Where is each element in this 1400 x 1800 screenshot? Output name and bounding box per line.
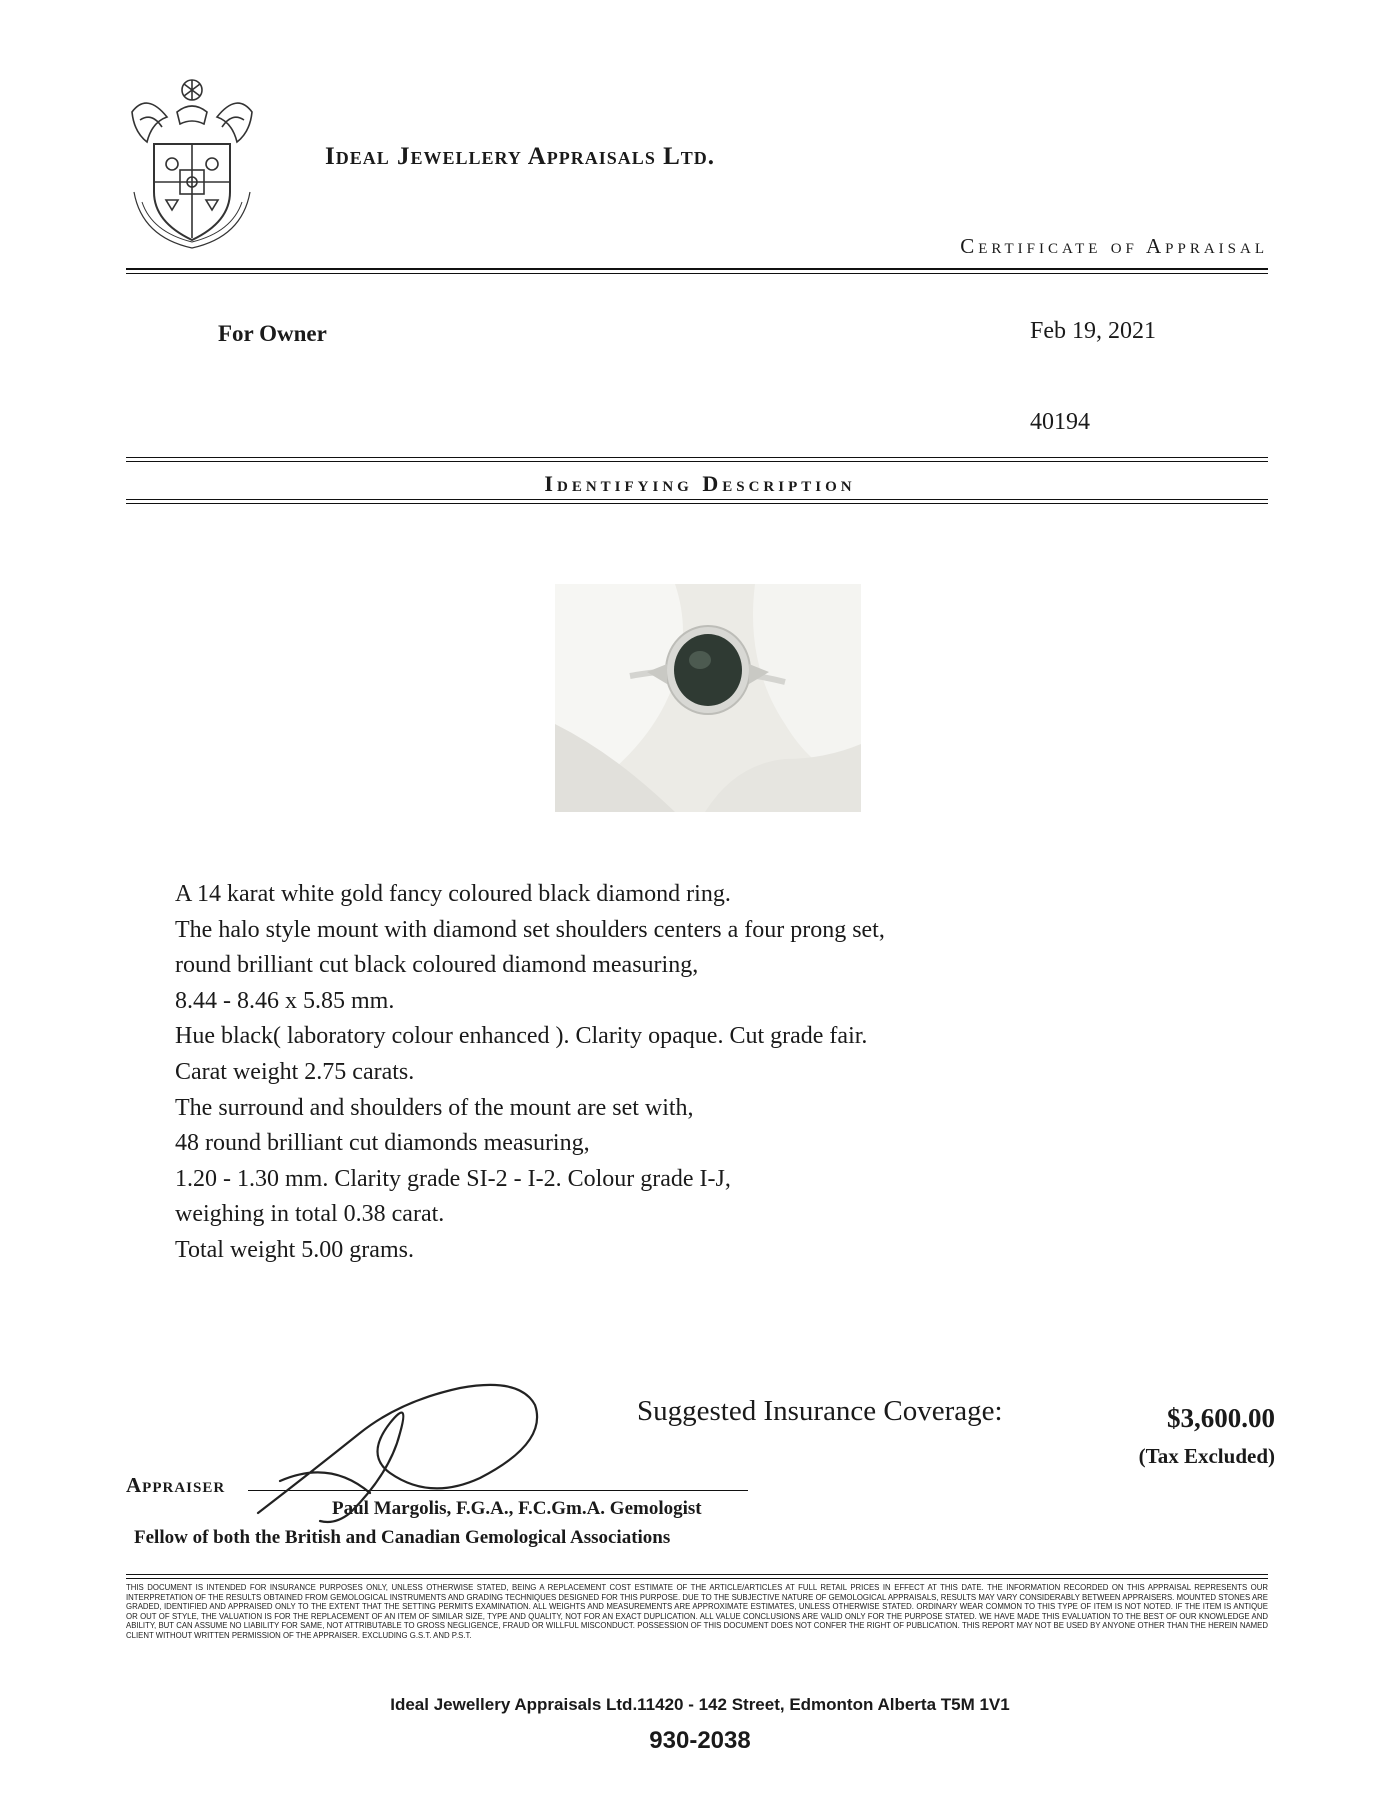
divider [126, 499, 1268, 500]
divider [126, 1574, 1268, 1575]
insurance-label: Suggested Insurance Coverage: [637, 1395, 1003, 1427]
divider [126, 273, 1268, 274]
divider [126, 457, 1268, 458]
reference-number: 40194 [1030, 409, 1090, 435]
description-line: Carat weight 2.75 carats. [175, 1058, 415, 1085]
signature-icon [250, 1363, 550, 1528]
footer-address: Ideal Jewellery Appraisals Ltd.11420 - 142 Street, Edmonton Alberta T5M 1V1 [390, 1695, 1010, 1714]
insurance-value: $3,600.00 [1167, 1403, 1275, 1433]
description-line: 1.20 - 1.30 mm. Clarity grade SI-2 - I-2. Colour grade I-J, [175, 1165, 731, 1192]
description-line: Total weight 5.00 grams. [175, 1236, 414, 1263]
owner-label: For Owner [218, 321, 327, 346]
appraiser-label: Appraiser [126, 1473, 226, 1497]
description-line: A 14 karat white gold fancy coloured black diamond ring. [175, 881, 731, 907]
appraiser-name: Paul Margolis, F.G.A., F.C.Gm.A. Gemologist [332, 1498, 702, 1519]
description-line: round brilliant cut black coloured diamond measuring, [175, 952, 699, 979]
item-description [175, 877, 885, 1269]
divider [126, 503, 1268, 504]
divider [126, 268, 1268, 270]
coat-of-arms-icon [122, 72, 262, 252]
description-line: weighing in total 0.38 carat. [175, 1201, 445, 1228]
certificate-title: Certificate of Appraisal [960, 234, 1268, 258]
divider [126, 1578, 1268, 1579]
appraiser-fellowship: Fellow of both the British and Canadian Gemological Associations [134, 1527, 671, 1548]
description-line: 48 round brilliant cut diamonds measuring, [175, 1130, 590, 1157]
divider [126, 461, 1268, 462]
ring-photo [555, 584, 861, 812]
footer-phone: 930-2038 [649, 1727, 751, 1754]
company-name: Ideal Jewellery Appraisals Ltd. [325, 143, 716, 170]
appraisal-date: Feb 19, 2021 [1030, 318, 1156, 344]
description-line: 8.44 - 8.46 x 5.85 mm. [175, 987, 395, 1014]
section-title: Identifying Description [544, 471, 856, 496]
tax-note: (Tax Excluded) [1138, 1444, 1275, 1468]
description-line: The halo style mount with diamond set shoulders centers a four prong set, [175, 916, 885, 943]
disclaimer-text: THIS DOCUMENT IS INTENDED FOR INSURANCE PURPOSES ONLY, UNLESS OTHERWISE STATED, BEING A REPLACEMENT COST ESTIMATE OF THE ARTICLE/ARTICLES AT FULL RETAIL PRICES IN EFFECT AT THIS DATE. THE INFORMATION RECORDED ON THIS APPRAISAL REPRESENTS OUR INTERPRETATION OF THE RESULTS OBTAINED FROM GEMOLOGICAL INSTRUMENTS AND GRADING TECHNIQUES DESIGNED FOR THIS PURPOSE. DUE TO THE SUBJECTIVE NATURE OF GEMOLOGICAL APPRAISALS, RESULTS MAY VARY CONSIDERABLY BETWEEN APPRAISERS. MOUNTED STONES ARE GRADED, IDENTIFIED AND APPRAISED ONLY TO THE EXTENT THAT THE SETTING PERMITS EXAMINATION. ALL WEIGHTS AND MEASUREMENTS ARE APPROXIMATE ESTIMATES, UNLESS OTHERWISE STATED. ORDINARY WEAR COMMON TO THIS TYPE OF ITEM IS NOT NOTED. IF THE ITEM IS ANTIQUE OR OUT OF STYLE, THE VALUATION IS FOR THE REPLACEMENT OF AN ITEM OF SIMILAR SIZE, TYPE AND QUALITY, NOT FOR AN EXACT DUPLICATION. ALL VALUE CONCLUSIONS ARE VALID ONLY FOR THE PURPOSE STATED. WE HAVE MADE THIS EVALUATION TO THE BEST OF OUR KNOWLEDGE AND ABILITY, BUT CAN ASSUME NO LIABILITY FOR SAME, NOT ATTRIBUTABLE TO GROSS NEGLIGENCE, FRAUD OR WILLFUL MISCONDUCT. POSSESSION OF THIS DOCUMENT DOES NOT CONFER THE RIGHT OF PUBLICATION. THIS REPORT MAY NOT BE USED BY ANYONE OTHER THAN THE HEREIN NAMED CLIENT WITHOUT WRITTEN PERMISSION OF THE APPRAISER. EXCLUDING G.S.T. AND P.S.T. [126, 1583, 1268, 1640]
description-line: Hue black( laboratory colour enhanced ). Clarity opaque. Cut grade fair. [175, 1023, 868, 1050]
description-line: The surround and shoulders of the mount are set with, [175, 1094, 694, 1121]
